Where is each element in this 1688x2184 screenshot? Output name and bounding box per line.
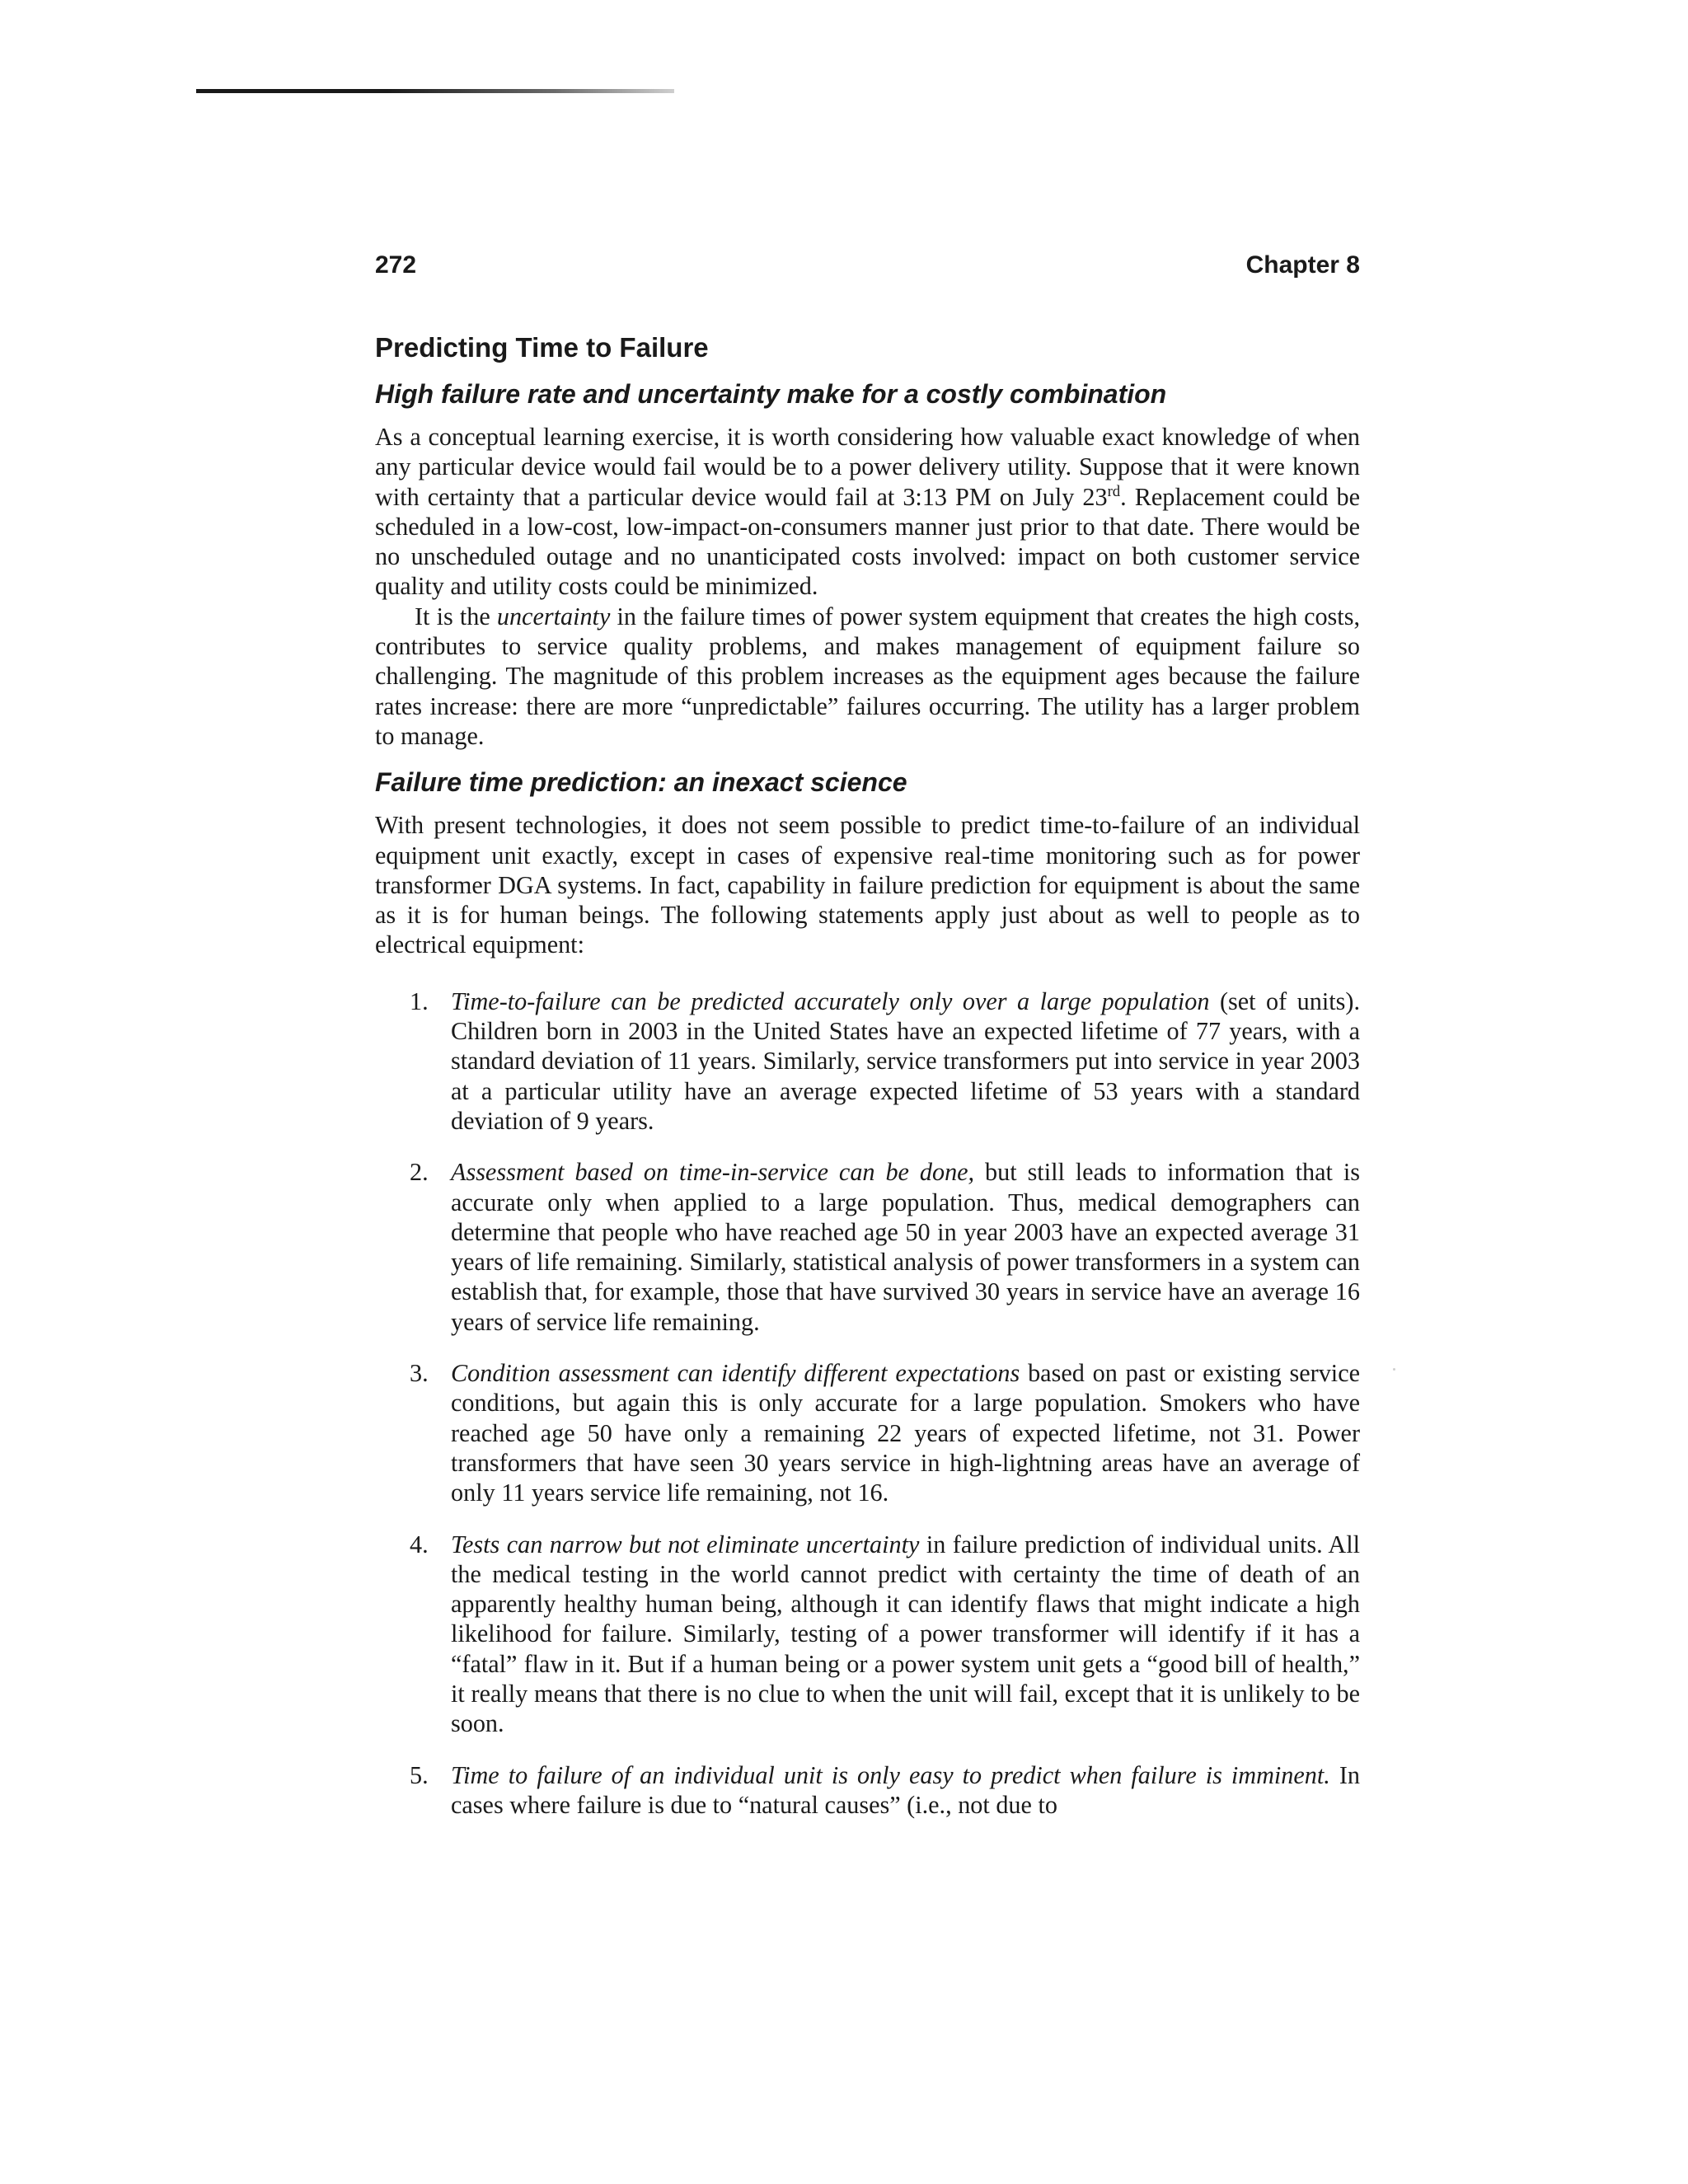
list-item: 5. Time to failure of an individual unit is only easy to predict when failure is imminent. In cases where failure is due to “natural causes” (i.e., not due to [410, 1760, 1360, 1819]
list-item: 1. Time-to-failure can be predicted accurately only over a large population (set of units). Children born in 2003 in the United States have an expected lifetime of 77 years, with a standard deviation of 11 years. Similarly, service transformers put into service in year 2003 at a particular utility have an average expected lifetime of 53 years with a standard deviation of 9 years. [410, 987, 1360, 1135]
paragraph-3: With present technologies, it does not seem possible to predict time-to-failure of an individual equipment unit exactly, except in cases of expensive real-time monitoring such as for power transformer DGA systems. In fact, capability in failure prediction for equipment is about the same as it is for human beings. The following statements apply just about as well to people as to electrical equipment: [375, 811, 1360, 959]
scan-speck [1393, 1368, 1395, 1371]
page-number: 272 [375, 251, 417, 279]
numbered-list [375, 987, 1360, 1820]
page-body [375, 331, 1360, 1841]
paragraph-1: As a conceptual learning exercise, it is worth considering how valuable exact knowledge of when any particular device would fail would be to a power delivery utility. Suppose that it were known with certainty that a particular device would fail at 3:13 PM on July 23rd. Replacement could be scheduled in a low-cost, low-impact-on-consumers manner just prior to that date. There would be no unscheduled outage and no unanticipated costs involved: impact on both customer service quality and utility costs could be minimized. [375, 423, 1360, 601]
list-item: 2. Assessment based on time-in-service can be done, but still leads to information that is accurate only when applied to a large population. Thus, medical demographers can determine that people who have reached age 50 in year 2003 have an expected average 31 years of life remaining. Similarly, statistical analysis of power transformers in a system can establish that, for example, those that have survived 30 years in service have an average 16 years of service life remaining. [410, 1158, 1360, 1336]
list-item: 4. Tests can narrow but not eliminate uncertainty in failure prediction of individual units. All the medical testing in the world cannot predict with certainty the time of death of an apparently healthy human being, although it can identify flaws that might indicate a high likelihood for failure. Similarly, testing of a power transformer will identify if it has a “fatal” flaw in it. But if a human being or a power system unit gets a “good bill of health,” it really means that there is no clue to when the unit will fail, except that it is unlikely to be soon. [410, 1530, 1360, 1738]
subsection-title-2: Failure time prediction: an inexact science [375, 767, 907, 798]
subsection-title-1: High failure rate and uncertainty make for a costly combination [375, 379, 1167, 409]
top-rule [196, 89, 674, 93]
section-title: Predicting Time to Failure [375, 332, 709, 363]
emphasis-uncertainty: uncertainty [496, 602, 611, 630]
paragraph-2: It is the uncertainty in the failure times of power system equipment that creates the high costs, contributes to service quality problems, and makes management of equipment failure so challenging. The magnitude of this problem increases as the equipment ages because the failure rates increase: there are more “unpredictable” failures occurring. The utility has a larger problem to manage. [375, 602, 1360, 750]
ordinal-suffix: rd [1107, 482, 1121, 500]
chapter-label: Chapter 8 [1245, 251, 1360, 279]
list-item: 3. Condition assessment can identify different expectations based on past or existing service conditions, but again this is only accurate for a large population. Smokers who have reached age 50 have only a remaining 22 years of expected lifetime, not 31. Power transformers that have seen 30 years service in high-lightning areas have an average of only 11 years service life remaining, not 16. [410, 1359, 1360, 1507]
running-head [375, 251, 1360, 279]
